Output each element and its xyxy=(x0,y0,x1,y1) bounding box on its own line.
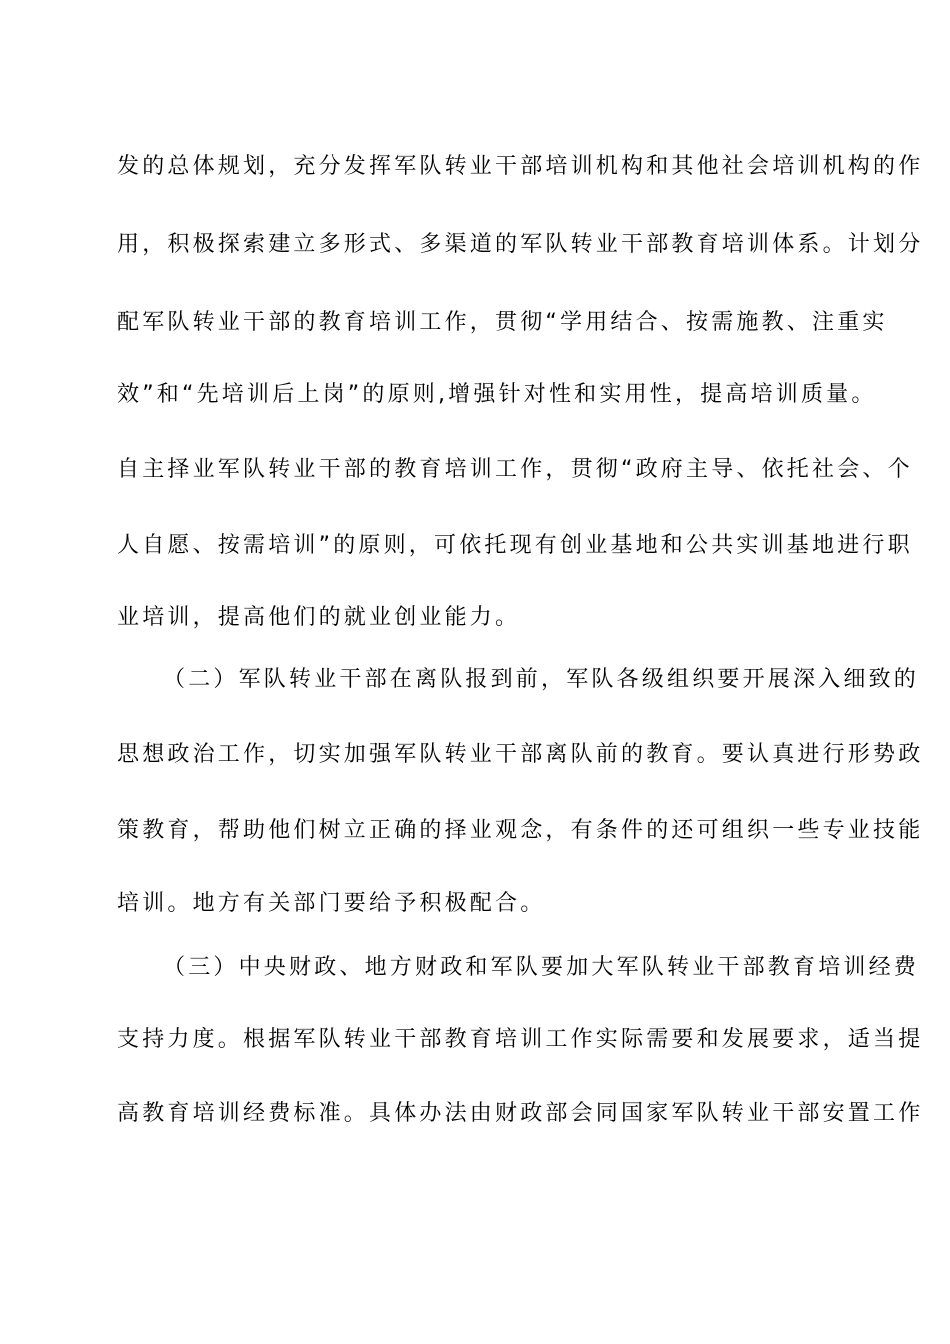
text-line: 人自愿、按需培训”的原则，可依托现有创业基地和公共实训基地进行职 xyxy=(117,533,913,558)
text-line: 高教育培训经费标准。具体办法由财政部会同国家军队转业干部安置工作 xyxy=(117,1101,924,1126)
text-line: 培训。地方有关部门要给予积极配合。 xyxy=(117,891,546,916)
section-3-heading-line: （三）中央财政、地方财政和军队要加大军队转业干部教育培训经费 xyxy=(163,955,920,980)
text-line: 自主择业军队转业干部的教育培训工作，贯彻“政府主导、依托社会、个 xyxy=(117,457,913,482)
section-2-heading-line: （二）军队转业干部在离队报到前，军队各级组织要开展深入细致的 xyxy=(163,667,920,692)
text-line: 业培训，提高他们的就业创业能力。 xyxy=(117,605,521,630)
text-line: 支持力度。根据军队转业干部教育培训工作实际需要和发展要求，适当提 xyxy=(117,1027,924,1052)
text-line: 用，积极探索建立多形式、多渠道的军队转业干部教育培训体系。计划分 xyxy=(117,232,924,257)
text-line: 策教育，帮助他们树立正确的择业观念，有条件的还可组织一些专业技能 xyxy=(117,818,924,843)
text-line: 配军队转业干部的教育培训工作，贯彻“学用结合、按需施教、注重实 xyxy=(117,310,888,335)
text-line: 思想政治工作，切实加强军队转业干部离队前的教育。要认真进行形势政 xyxy=(117,742,924,767)
text-line: 效”和“先培训后上岗”的原则,增强针对性和实用性，提高培训质量。 xyxy=(117,382,877,407)
text-line: 发的总体规划，充分发挥军队转业干部培训机构和其他社会培训机构的作 xyxy=(117,154,924,179)
